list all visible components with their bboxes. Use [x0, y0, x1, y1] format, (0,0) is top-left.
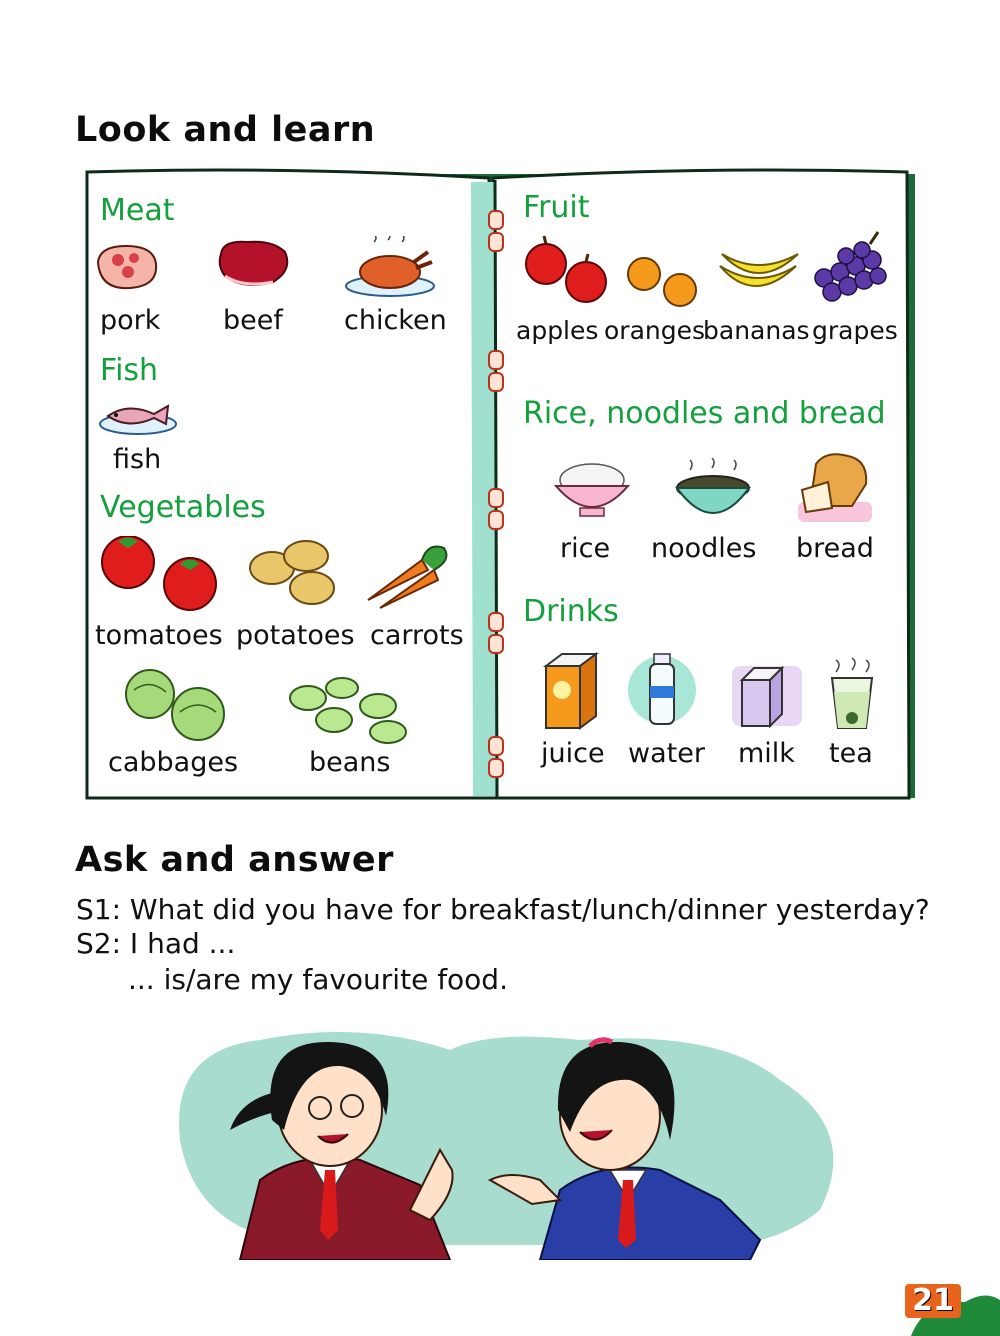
label-rice: rice — [560, 533, 611, 564]
bean-icon — [288, 676, 412, 746]
ask-and-answer-heading: Ask and answer — [75, 840, 394, 880]
grape-icon — [815, 232, 886, 301]
binding-ring — [488, 232, 504, 252]
juice-icon — [536, 652, 606, 732]
dialogue-s1: S1: What did you have for breakfast/lunch/dinner yesterday? — [76, 893, 930, 926]
noodles-icon — [668, 458, 758, 524]
carrot-icon — [362, 540, 456, 612]
category-fruit: Fruit — [523, 190, 590, 225]
label-oranges: oranges — [604, 316, 706, 345]
label-juice: juice — [541, 738, 605, 769]
bread-icon — [796, 450, 876, 526]
label-milk: milk — [738, 738, 795, 769]
binding-ring — [488, 372, 504, 392]
label-pork: pork — [100, 305, 161, 336]
category-rice-noodles-bread: Rice, noodles and bread — [523, 396, 886, 431]
category-vegetables: Vegetables — [100, 490, 266, 525]
binding-ring — [488, 736, 504, 756]
binding-ring — [488, 350, 504, 370]
potato-icon — [246, 538, 338, 608]
label-chicken: chicken — [344, 305, 447, 336]
pork-icon — [92, 240, 162, 294]
fish-icon — [98, 398, 178, 436]
label-beans: beans — [309, 747, 391, 778]
orange-icon — [624, 256, 704, 310]
label-cabbages: cabbages — [108, 747, 239, 778]
rice-icon — [550, 458, 634, 520]
binding-ring — [488, 210, 504, 230]
label-tomatoes: tomatoes — [95, 620, 223, 651]
label-potatoes: potatoes — [236, 620, 355, 651]
binding-ring — [488, 488, 504, 508]
label-tea: tea — [829, 738, 873, 769]
category-meat: Meat — [100, 193, 175, 228]
tomato-icon — [98, 536, 224, 612]
binding-ring — [488, 612, 504, 632]
label-bananas: bananas — [703, 316, 810, 345]
dialogue-s2-continued: ... is/are my favourite food. — [128, 963, 508, 996]
chicken-icon — [344, 236, 438, 298]
label-grapes: grapes — [812, 316, 898, 345]
students-illustration — [160, 1020, 860, 1260]
dialogue-s2: S2: I had ... — [76, 927, 236, 960]
label-water: water — [628, 738, 705, 769]
binding-ring — [488, 758, 504, 778]
binding-ring — [488, 510, 504, 530]
label-apples: apples — [516, 316, 599, 345]
milk-icon — [728, 662, 804, 730]
label-noodles: noodles — [651, 533, 757, 564]
label-fish: fish — [113, 444, 162, 475]
label-bread: bread — [796, 533, 874, 564]
cabbage-icon — [116, 668, 234, 742]
apple-icon — [522, 234, 612, 304]
category-drinks: Drinks — [523, 594, 619, 629]
water-icon — [626, 648, 698, 730]
label-beef: beef — [223, 305, 283, 336]
page-number: 21 — [905, 1284, 961, 1318]
look-and-learn-heading: Look and learn — [75, 110, 376, 150]
beef-icon — [213, 236, 293, 292]
binding-ring — [488, 634, 504, 654]
category-fish: Fish — [100, 353, 159, 388]
tea-icon — [822, 656, 882, 732]
label-carrots: carrots — [370, 620, 464, 651]
banana-icon — [714, 246, 802, 306]
